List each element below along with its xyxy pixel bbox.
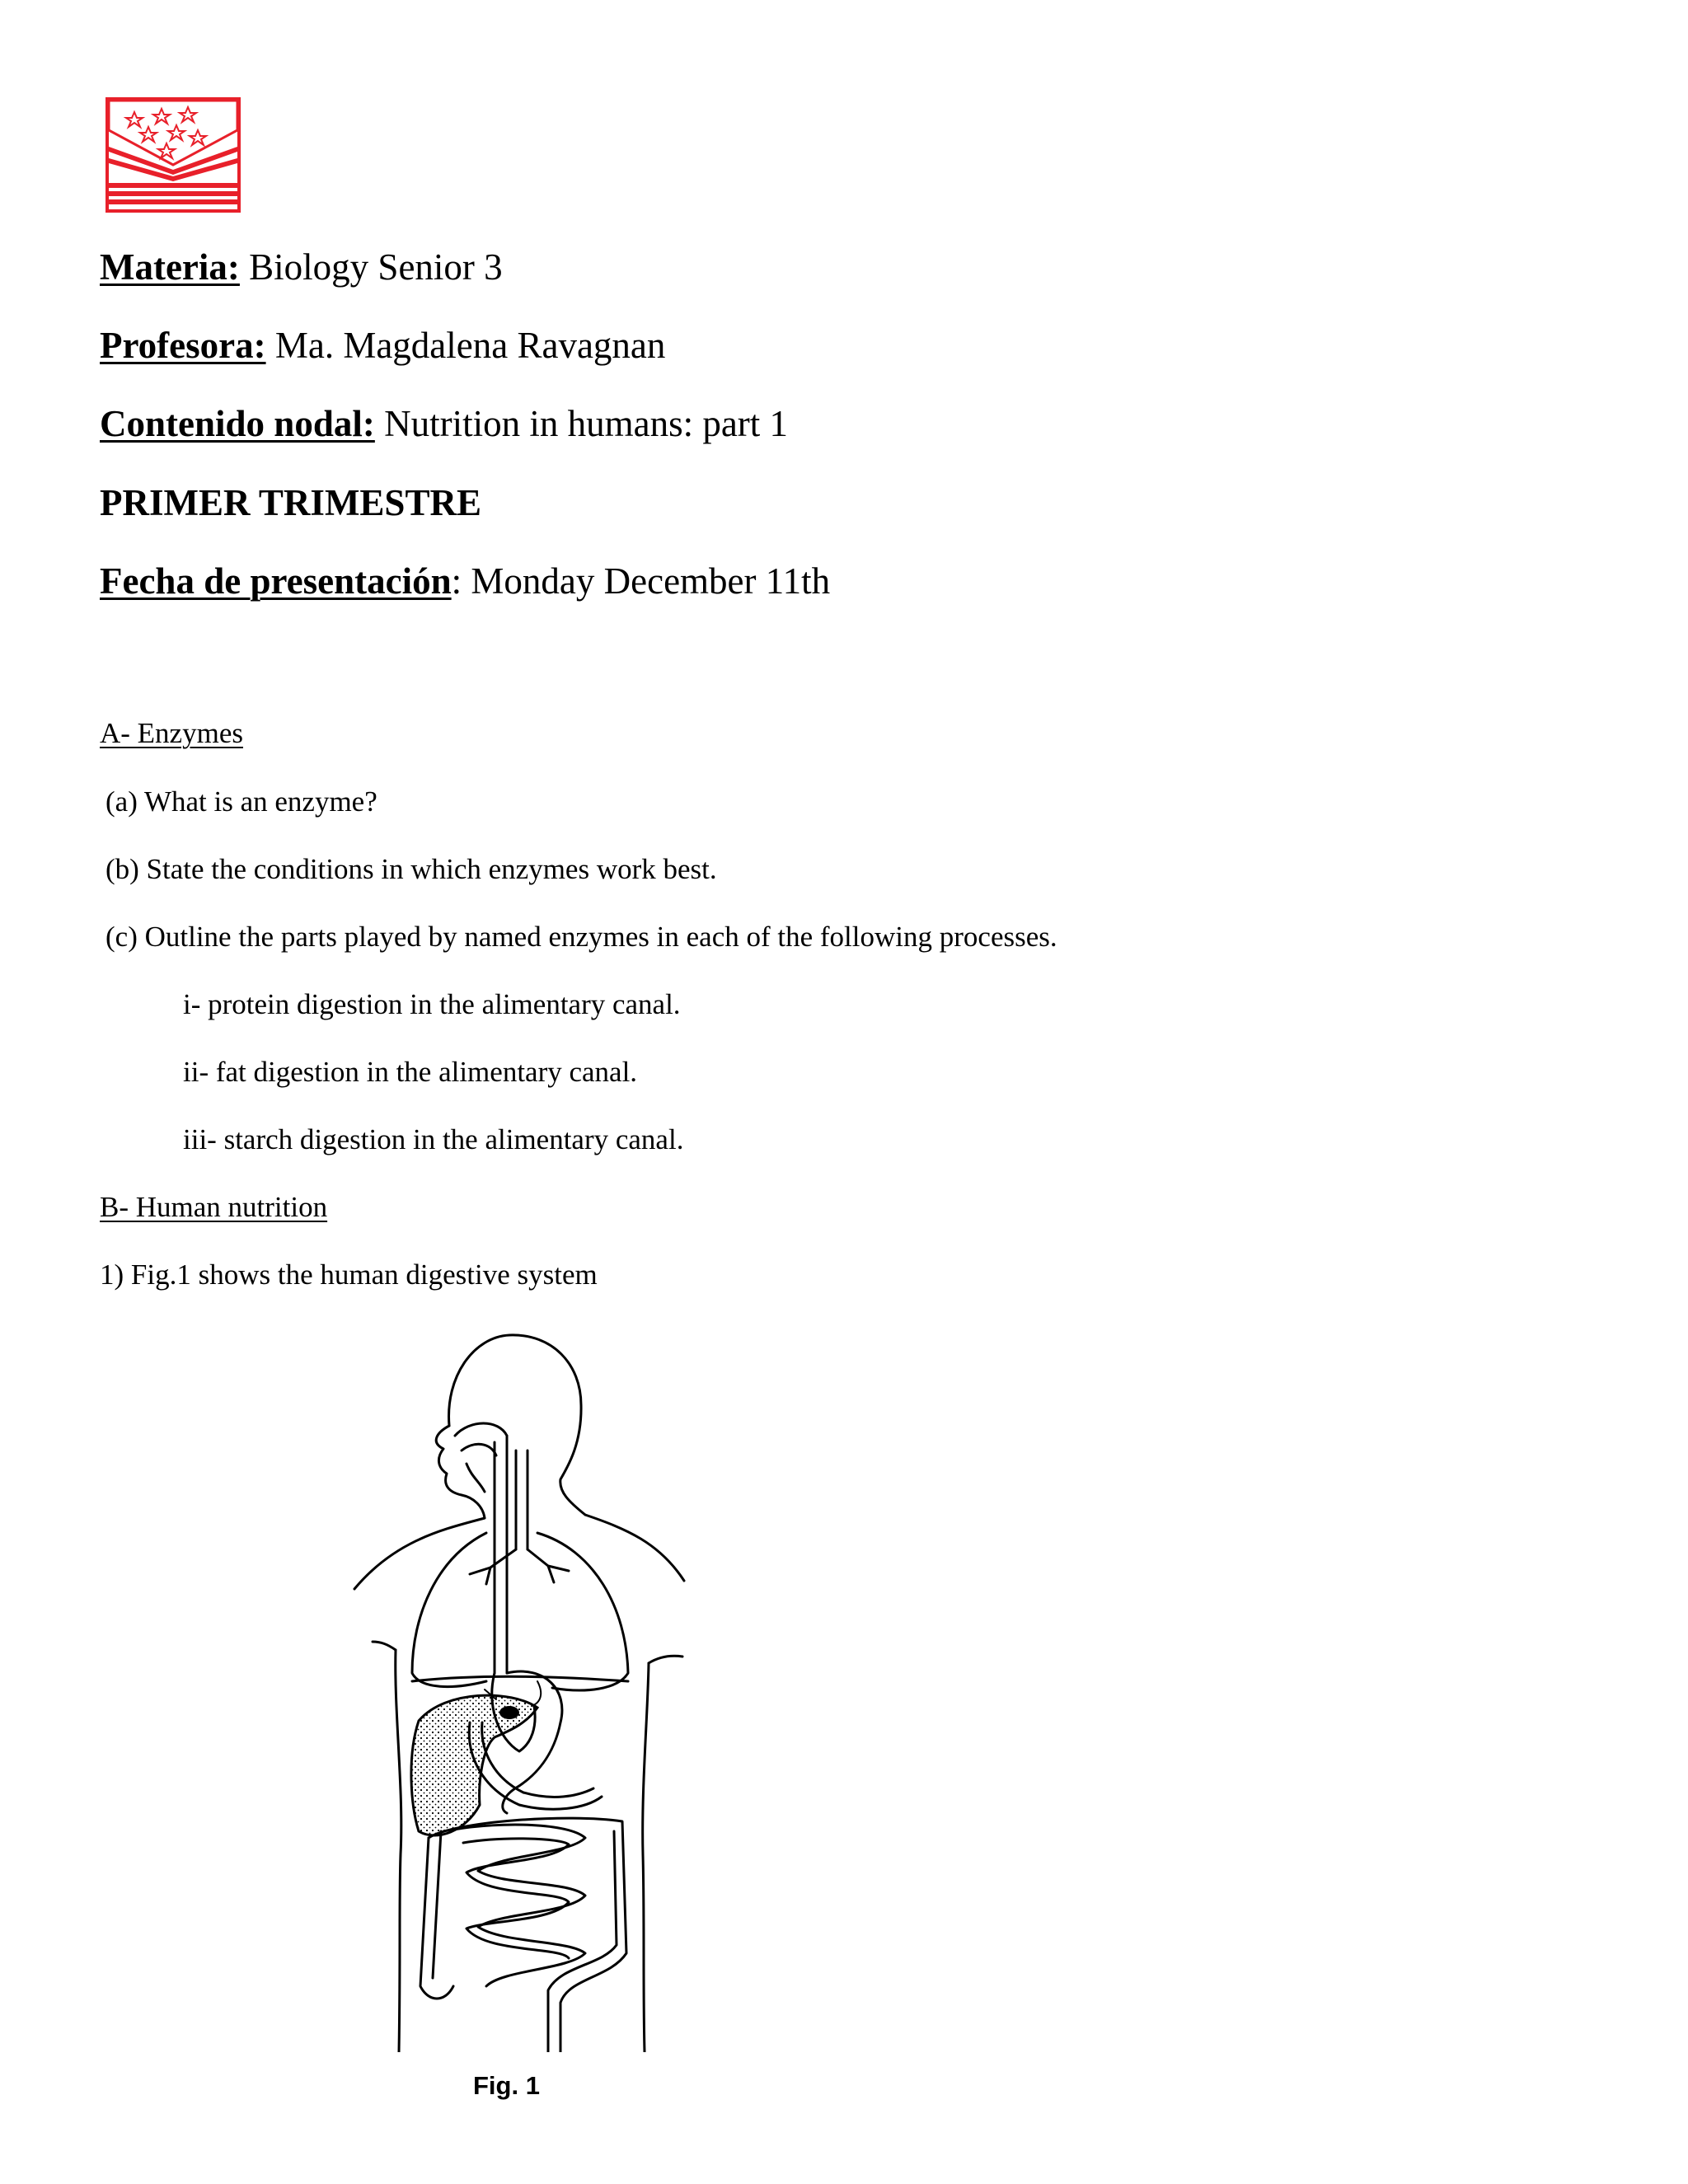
subject-label: Materia: (100, 246, 240, 288)
question-c-i: i- protein digestion in the alimentary canal. (183, 988, 681, 1020)
header-content (100, 401, 788, 447)
subject-value: Biology Senior 3 (249, 246, 503, 288)
section-a-title: A- Enzymes (100, 717, 243, 749)
question-a: (a) What is an enzyme? (106, 785, 377, 818)
figure-caption: Fig. 1 (473, 2071, 540, 2100)
teacher-label: Profesora: (100, 325, 266, 366)
question-c: (c) Outline the parts played by named enzymes in each of the following processes. (106, 921, 1057, 953)
digestive-system-diagram (321, 1327, 717, 2052)
date-label: Fecha de presentación (100, 560, 452, 602)
question-c-iii: iii- starch digestion in the alimentary canal. (183, 1123, 684, 1155)
school-logo (106, 97, 241, 213)
teacher-value: Ma. Magdalena Ravagnan (274, 325, 666, 366)
content-label: Contenido nodal: (100, 403, 375, 444)
content-value: Nutrition in humans: part 1 (384, 403, 789, 444)
header-date (100, 558, 830, 604)
question-c-ii: ii- fat digestion in the alimentary canal. (183, 1056, 638, 1088)
date-value: Monday December 11th (471, 560, 831, 602)
header-teacher (100, 322, 665, 368)
term-heading: PRIMER TRIMESTRE (100, 482, 481, 523)
question-1: 1) Fig.1 shows the human digestive system (100, 1258, 598, 1291)
date-separator: : (451, 560, 462, 602)
question-b: (b) State the conditions in which enzymes work best. (106, 853, 717, 885)
header-subject (100, 244, 503, 290)
section-b-title: B- Human nutrition (100, 1191, 328, 1223)
